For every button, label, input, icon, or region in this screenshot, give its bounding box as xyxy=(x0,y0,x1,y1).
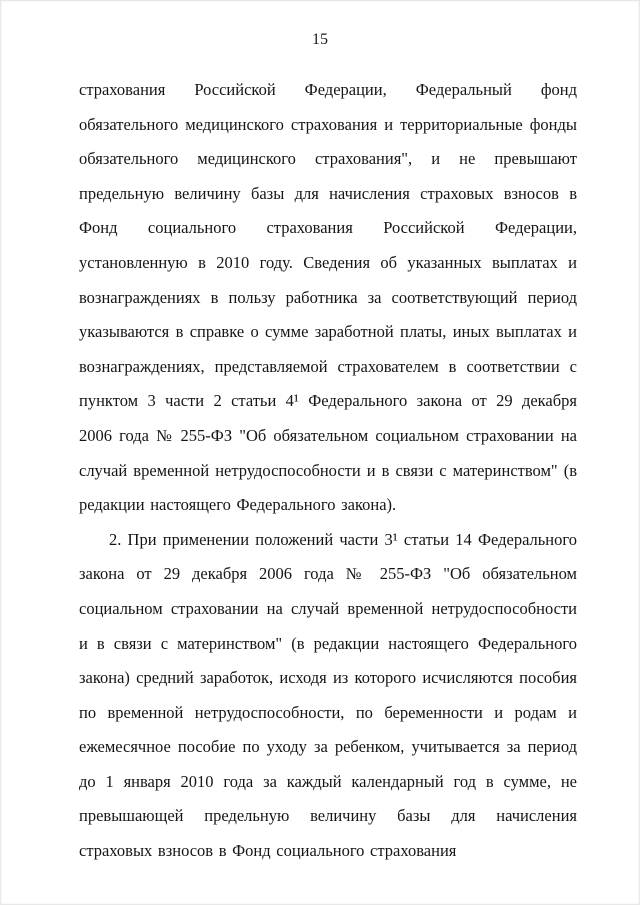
paragraph-continuation: страхования Российской Федерации, Федеральный фонд обязательного медицинского страхования и территориальные фонды обязательного медицинского страхования", и не превышают предельную величину базы для начисления страховых взносов в Фонд социального страхования Российской Федерации, установленную в 2010 году. Сведения об указанных выплатах и вознаграждениях в пользу работника за соответствующий период указываются в справке о сумме заработной платы, иных выплатах и вознаграждениях, представляемой страхователем в соответствии с пунктом 3 части 2 статьи 4¹ Федерального закона от 29 декабря 2006 года № 255-ФЗ "Об обязательном социальном страховании на случай временной нетрудоспособности и в связи с материнством" (в редакции настоящего Федерального закона). xyxy=(79,80,577,515)
document-body xyxy=(79,73,577,869)
paragraph-clause-2: 2. При применении положений части 3¹ статьи 14 Федерального закона от 29 декабря 2006 года № 255-ФЗ "Об обязательном социальном страховании на случай временной нетрудоспособности и в связи с материнством" (в редакции настоящего Федерального закона) средний заработок, исходя из которого исчисляются пособия по временной нетрудоспособности, по беременности и родам и ежемесячное пособие по уходу за ребенком, учитывается за период до 1 января 2010 года за каждый календарный год в сумме, не превышающей предельную величину базы для начисления страховых взносов в Фонд социального страхования xyxy=(79,529,577,861)
page-number: 15 xyxy=(312,31,328,48)
